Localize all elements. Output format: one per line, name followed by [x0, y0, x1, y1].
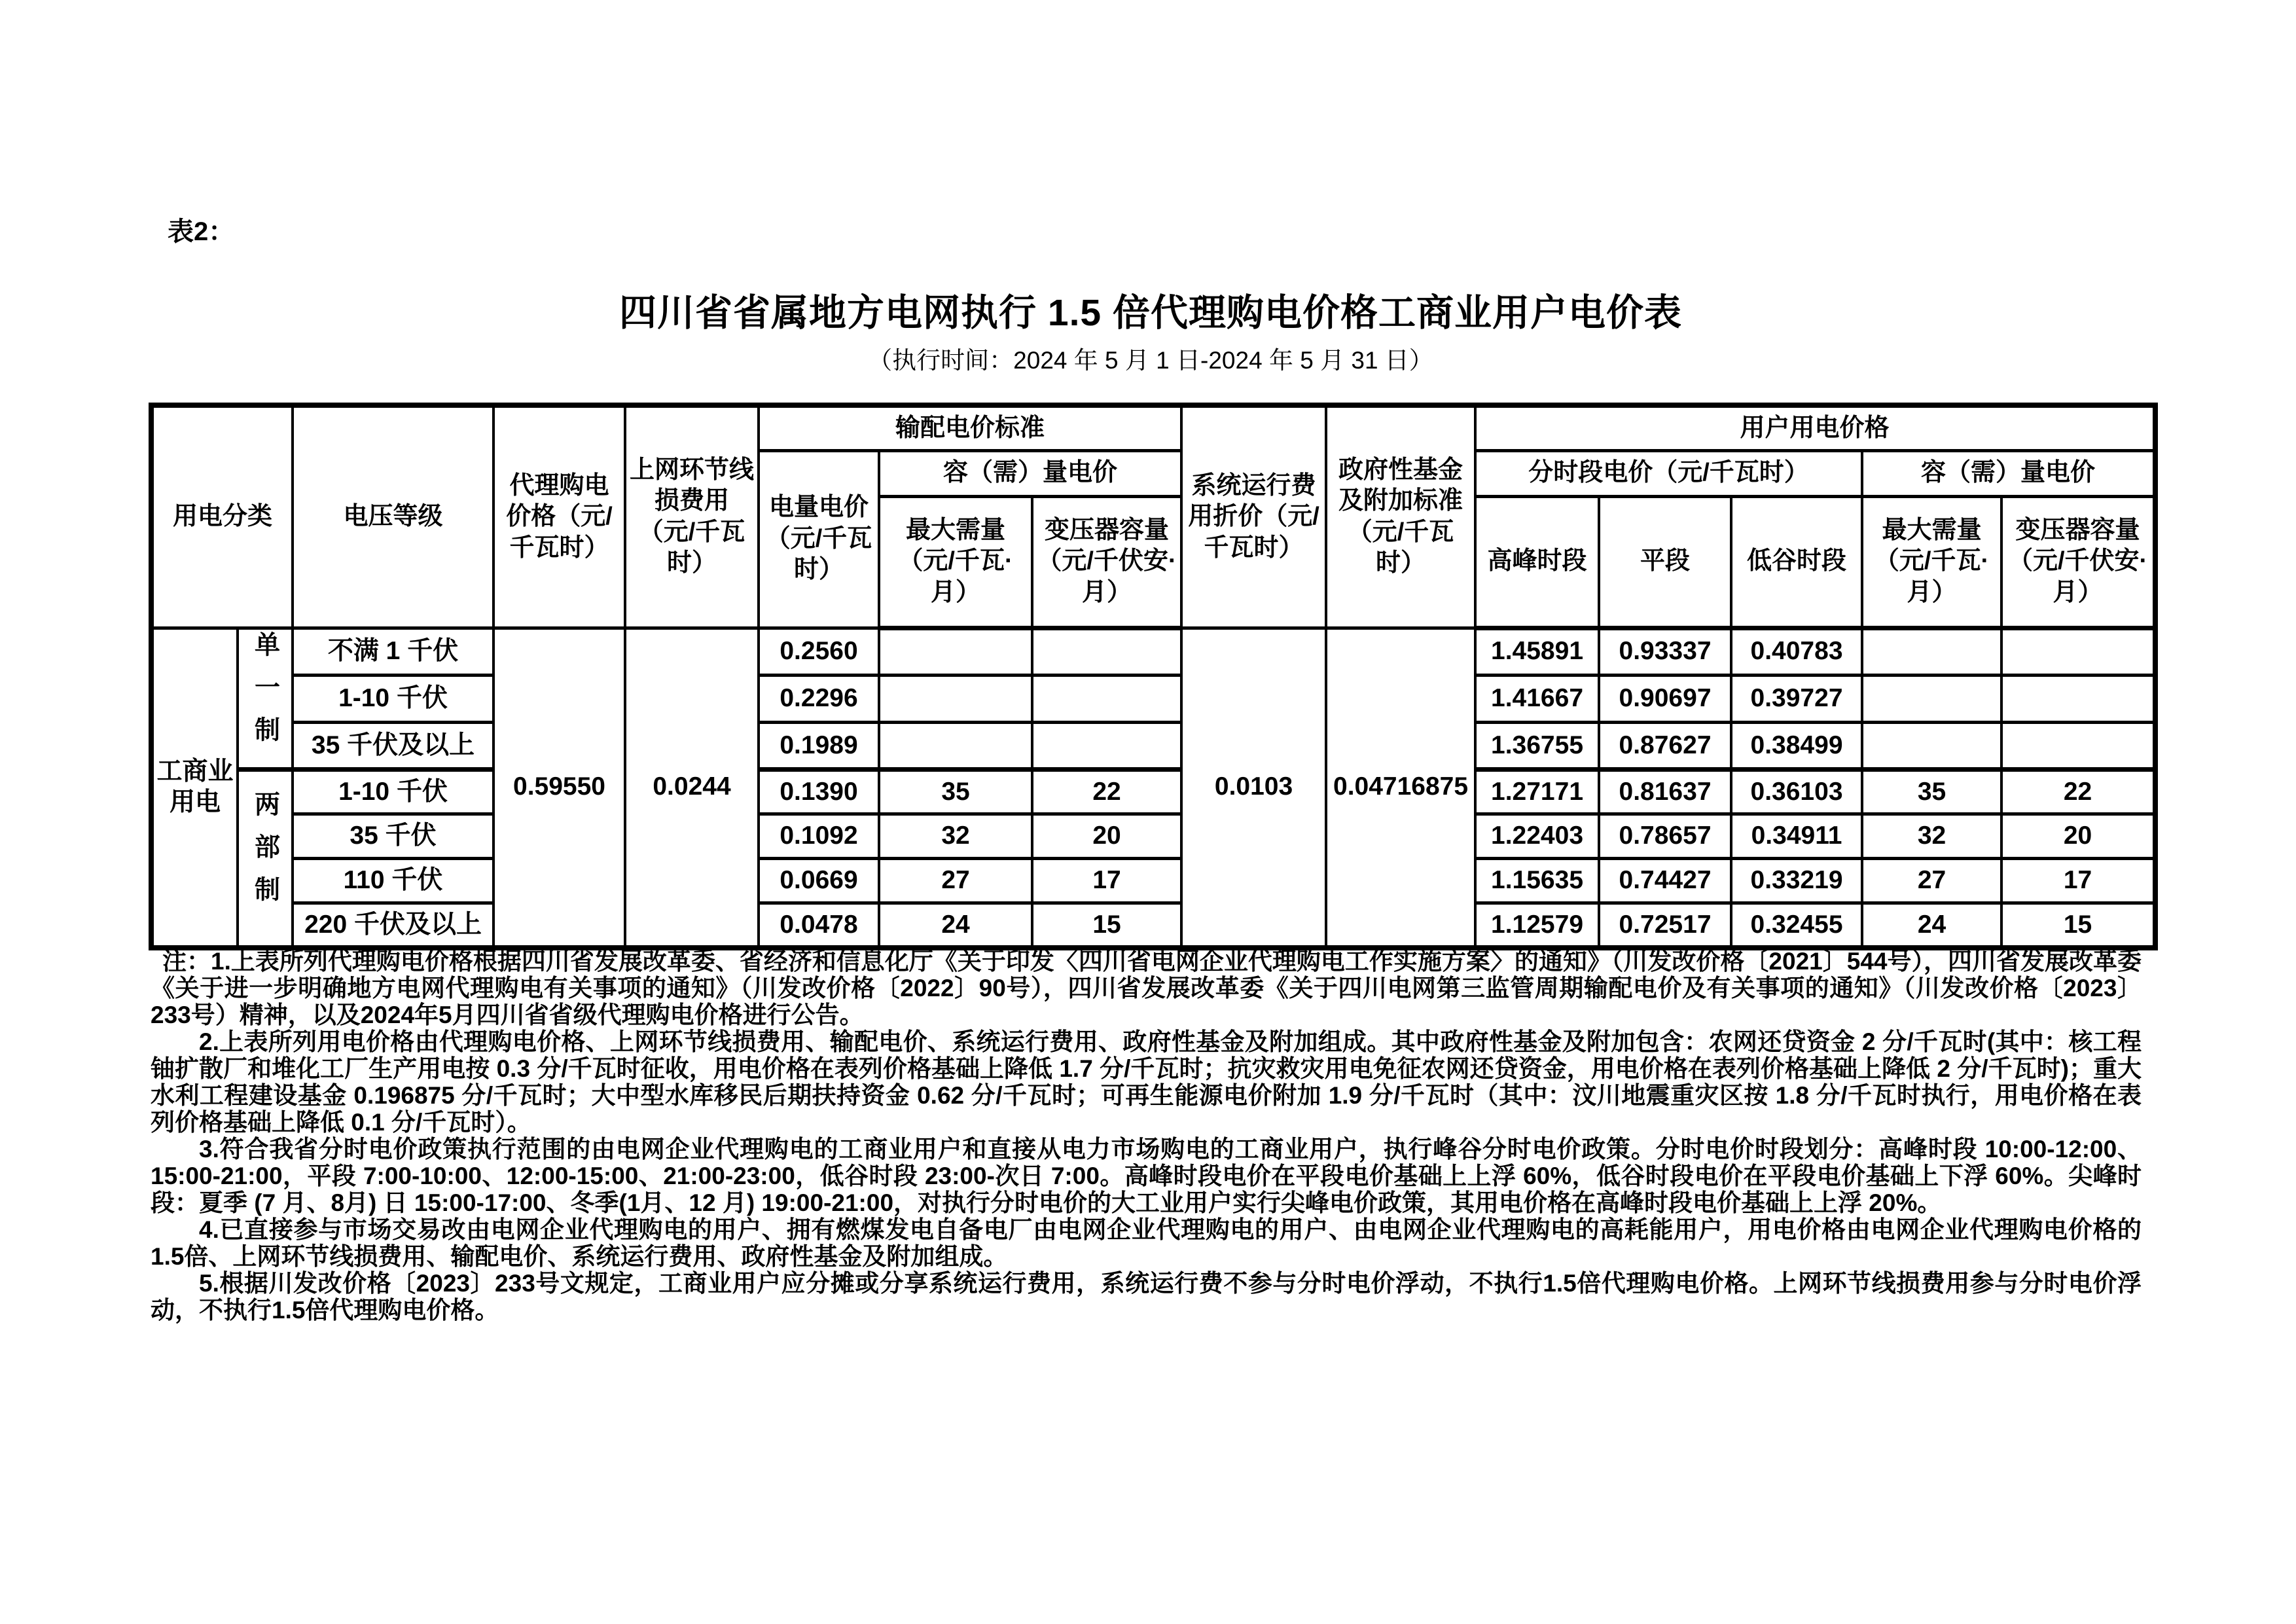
table-row	[151, 814, 2155, 859]
cell-peak: 1.41667	[1475, 675, 1599, 722]
cell-transformer	[1032, 628, 1181, 675]
cell-valley: 0.32455	[1731, 903, 1862, 948]
cell-user-transformer: 22	[2001, 770, 2155, 814]
cell-user-max-demand	[1862, 723, 2001, 770]
group-header-capacity: 容（需）量电价	[879, 450, 1181, 496]
col-header-line-loss: 上网环节线损费用（元/千瓦时）	[625, 405, 759, 628]
cell-peak: 1.22403	[1475, 814, 1599, 859]
col-header-usage-class: 用电分类	[151, 405, 293, 628]
cell-energy-price: 0.1390	[759, 770, 879, 814]
cell-valley: 0.39727	[1731, 675, 1862, 722]
doc-subtitle: （执行时间：2024 年 5 月 1 日-2024 年 5 月 31 日）	[868, 347, 1433, 374]
col-header-agency-price: 代理购电价格（元/千瓦时）	[493, 405, 625, 628]
cell-energy-price: 0.2296	[759, 675, 879, 722]
cell-peak: 1.12579	[1475, 903, 1599, 948]
cell-energy-price: 0.0478	[759, 903, 879, 948]
col-header-max-demand: 最大需量（元/千瓦·月）	[879, 496, 1032, 628]
cell-agency-price: 0.59550	[493, 628, 625, 948]
cell-max-demand	[879, 723, 1032, 770]
cell-voltage: 1-10 千伏	[293, 675, 493, 722]
cell-flat: 0.90697	[1599, 675, 1731, 722]
col-header-system-fee: 系统运行费用折价（元/千瓦时）	[1181, 405, 1326, 628]
cell-user-transformer: 20	[2001, 814, 2155, 859]
table-row	[151, 770, 2155, 814]
cell-user-max-demand: 27	[1862, 859, 2001, 903]
cell-transformer: 20	[1032, 814, 1181, 859]
table-row	[151, 859, 2155, 903]
cell-user-max-demand: 35	[1862, 770, 2001, 814]
cell-user-max-demand	[1862, 628, 2001, 675]
cell-peak: 1.27171	[1475, 770, 1599, 814]
group-header-user-price: 用户用电价格	[1475, 405, 2155, 450]
col-header-transformer-capacity: 变压器容量（元/千伏安·月）	[1032, 496, 1181, 628]
cell-voltage: 1-10 千伏	[293, 770, 493, 814]
cell-flat: 0.87627	[1599, 723, 1731, 770]
footnote-4: 4.已直接参与市场交易改由电网企业代理购电的用户、拥有燃煤发电自备电厂由电网企业代理购电的用户、由电网企业代理购电的高耗能用户，用电价格由电网企业代理购电价格的 1.5倍、上网环节线损费用、输配电价、系统运行费用、政府性基金及附加组成。	[151, 1216, 2142, 1270]
cell-gov-fund: 0.04716875	[1326, 628, 1475, 948]
col-header-flat: 平段	[1599, 496, 1731, 628]
cell-flat: 0.78657	[1599, 814, 1731, 859]
cell-user-transformer: 15	[2001, 903, 2155, 948]
footnote-3: 3.符合我省分时电价政策执行范围的由电网企业代理购电的工商业用户和直接从电力市场购电的工商业用户，执行峰谷分时电价政策。分时电价时段划分：高峰时段 10:00-12:00、15:00-21:00，平段 7:00-10:00、12:00-15:00、21:00-23:00，低谷时段 23:00-次日 7:00。高峰时段电价在平段电价基础上上浮 60%，低谷时段电价在平段电价基础上下浮 60%。尖峰时段：夏季 (7 月、8月) 日 15:00-17:00、冬季(1月、12 月) 19:00-21:00，对执行分时电价的大工业用户实行尖峰电价政策，其用电价格在高峰时段电价基础上上浮 20%。	[151, 1136, 2142, 1216]
cell-valley: 0.33219	[1731, 859, 1862, 903]
cell-voltage: 110 千伏	[293, 859, 493, 903]
table-row	[151, 903, 2155, 948]
cell-valley: 0.34911	[1731, 814, 1862, 859]
cell-flat: 0.74427	[1599, 859, 1731, 903]
table-row	[151, 723, 2155, 770]
cell-peak: 1.45891	[1475, 628, 1599, 675]
col-header-user-max-demand: 最大需量（元/千瓦·月）	[1862, 496, 2001, 628]
cell-user-max-demand: 32	[1862, 814, 2001, 859]
footnote-2: 2.上表所列用电价格由代理购电价格、上网环节线损费用、输配电价、系统运行费用、政府性基金及附加组成。其中政府性基金及附加包含：农网还贷资金 2 分/千瓦时(其中：核工程铀扩散厂和堆化工厂生产用电按 0.3 分/千瓦时征收，用电价格在表列价格基础上降低 1.7 分/千瓦时；抗灾救灾用电免征农网还贷资金，用电价格在表列价格基础上降低 2 分/千瓦时)；重大水利工程建设基金 0.196875 分/千瓦时；大中型水库移民后期扶持资金 0.62 分/千瓦时；可再生能源电价附加 1.9 分/千瓦时（其中：汶川地震重灾区按 1.8 分/千瓦时执行，用电价格在表列价格基础上降低 0.1 分/千瓦时）。	[151, 1028, 2142, 1136]
cell-peak: 1.36755	[1475, 723, 1599, 770]
cell-valley: 0.36103	[1731, 770, 1862, 814]
two-part-system-label: 两部制	[251, 791, 279, 919]
single-system-label: 单一制	[251, 630, 279, 759]
cell-transformer	[1032, 675, 1181, 722]
table-row	[151, 628, 2155, 675]
cell-energy-price: 0.1989	[759, 723, 879, 770]
cell-line-loss: 0.0244	[625, 628, 759, 948]
cell-energy-price: 0.1092	[759, 814, 879, 859]
cell-user-transformer	[2001, 675, 2155, 722]
cell-flat: 0.72517	[1599, 903, 1731, 948]
cell-transformer	[1032, 723, 1181, 770]
cell-system-fee: 0.0103	[1181, 628, 1326, 948]
group-header-user-capacity: 容（需）量电价	[1862, 450, 2155, 496]
doc-title: 四川省省属地方电网执行 1.5 倍代理购电价格工商业用户电价表	[619, 292, 1682, 334]
table-row	[151, 675, 2155, 722]
col-header-voltage-level: 电压等级	[293, 405, 493, 628]
cell-transformer: 22	[1032, 770, 1181, 814]
col-header-peak: 高峰时段	[1475, 496, 1599, 628]
cell-flat: 0.81637	[1599, 770, 1731, 814]
cell-user-max-demand	[1862, 675, 2001, 722]
cell-max-demand	[879, 675, 1032, 722]
cell-max-demand: 35	[879, 770, 1032, 814]
cell-energy-price: 0.2560	[759, 628, 879, 675]
cell-user-transformer	[2001, 628, 2155, 675]
price-table	[149, 403, 2158, 950]
cell-user-transformer: 17	[2001, 859, 2155, 903]
col-header-valley: 低谷时段	[1731, 496, 1862, 628]
col-header-gov-fund: 政府性基金及附加标准（元/千瓦时）	[1326, 405, 1475, 628]
footnote-1: 注：1.上表所列代理购电价格根据四川省发展改革委、省经济和信息化厅《关于印发〈四川省电网企业代理购电工作实施方案〉的通知》（川发改价格〔2021〕544号），四川省发展改革委《关于进一步明确地方电网代理购电有关事项的通知》（川发改价格〔2022〕90号），四川省发展改革委《关于四川电网第三监管周期输配电价及有关事项的通知》（川发改价格〔2023〕233号）精神，以及2024年5月四川省省级代理购电价格进行公告。	[151, 948, 2142, 1028]
cell-transformer: 15	[1032, 903, 1181, 948]
cell-user-max-demand: 24	[1862, 903, 2001, 948]
cell-voltage: 220 千伏及以上	[293, 903, 493, 948]
footnotes	[151, 948, 2142, 1324]
cell-energy-price: 0.0669	[759, 859, 879, 903]
group-header-tou: 分时段电价（元/千瓦时）	[1475, 450, 1862, 496]
cell-peak: 1.15635	[1475, 859, 1599, 903]
cell-valley: 0.38499	[1731, 723, 1862, 770]
cell-max-demand	[879, 628, 1032, 675]
cell-user-transformer	[2001, 723, 2155, 770]
cell-valley: 0.40783	[1731, 628, 1862, 675]
cell-flat: 0.93337	[1599, 628, 1731, 675]
cell-single-system	[238, 628, 293, 770]
cell-voltage: 35 千伏	[293, 814, 493, 859]
col-header-user-transformer: 变压器容量（元/千伏安·月）	[2001, 496, 2155, 628]
cell-two-part-system	[238, 770, 293, 948]
cell-max-demand: 27	[879, 859, 1032, 903]
header-row-1	[151, 405, 2155, 450]
cell-category: 工商业用电	[151, 628, 238, 948]
group-header-transmission: 输配电价标准	[759, 405, 1181, 450]
footnote-5: 5.根据川发改价格〔2023〕233号文规定，工商业用户应分摊或分享系统运行费用，系统运行费不参与分时电价浮动，不执行1.5倍代理购电价格。上网环节线损费用参与分时电价浮动，不执行1.5倍代理购电价格。	[151, 1270, 2142, 1324]
col-header-energy-price: 电量电价（元/千瓦时）	[759, 450, 879, 628]
cell-max-demand: 32	[879, 814, 1032, 859]
cell-max-demand: 24	[879, 903, 1032, 948]
cell-voltage: 不满 1 千伏	[293, 628, 493, 675]
cell-voltage: 35 千伏及以上	[293, 723, 493, 770]
cell-transformer: 17	[1032, 859, 1181, 903]
page-label: 表2：	[168, 217, 235, 246]
